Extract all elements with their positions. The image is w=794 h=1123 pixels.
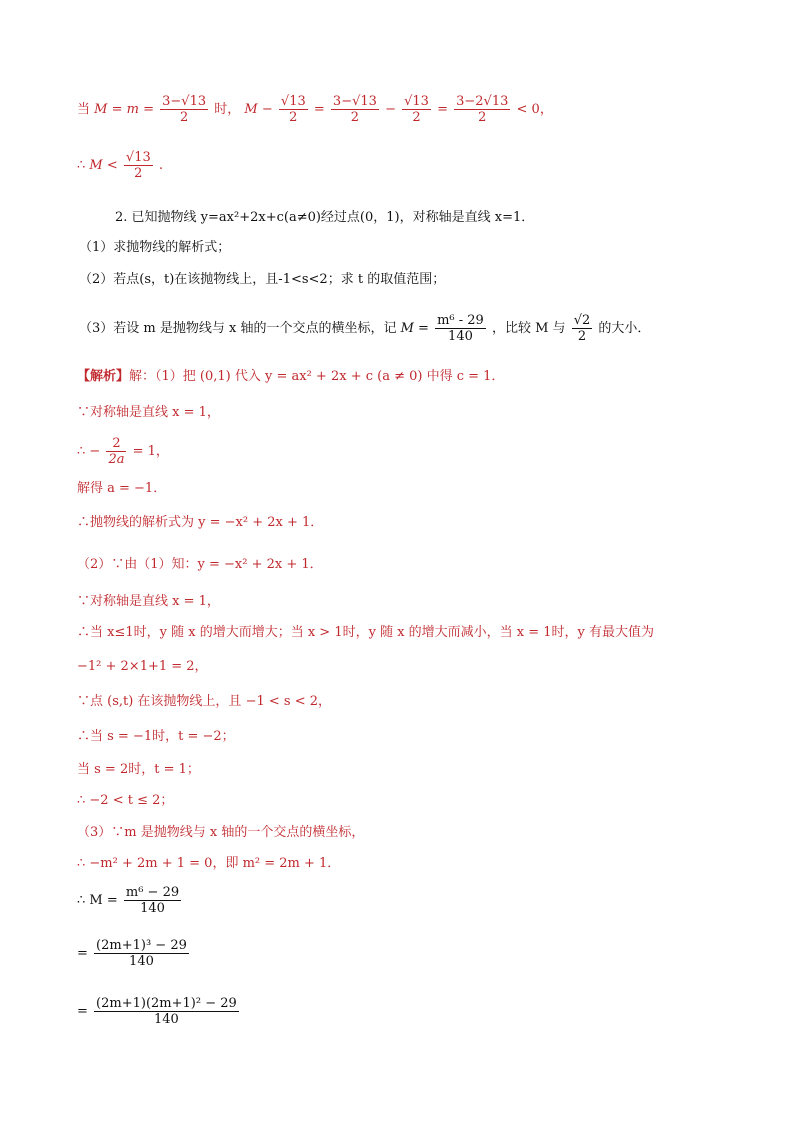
solution-s2: ∵对称轴是直线 x = 1， (77, 405, 220, 420)
fraction-5: $\frac{3-2√13}{2}$ (456, 94, 509, 125)
fraction-3: $\frac{3-√13}{2}$ (332, 94, 377, 125)
solution-s14: （3）∵m 是抛物线与 x 轴的一个交点的横坐标， (77, 825, 365, 840)
expr-m-less: M < (89, 158, 118, 173)
fraction-4: $\frac{√13}{2}$ (404, 94, 429, 125)
solution-s8: ∴当 x≤1时，y 随 x 的增大而增大；当 x > 1时，y 随 x 的增大而减小，当 x = 1时，y 有最大值为 (77, 625, 655, 640)
q3-fraction-m6: $\frac{\text{m⁶ - 29}}{140}$ (437, 313, 484, 344)
problem-title: 2. 已知抛物线 y=ax²+2x+c(a≠0)经过点(0，1)，对称轴是直线 x=1． (115, 210, 535, 225)
solution-s4: 解得 a = −1． (77, 481, 167, 496)
s17-prefix: = (77, 946, 88, 961)
text-period: . (158, 158, 164, 173)
solution-s7: ∵对称轴是直线 x = 1， (77, 594, 220, 609)
s16-prefix: ∴ M = (77, 893, 118, 908)
solution-s11: ∴当 s = −1时，t = −2； (77, 729, 235, 744)
solution-s15: ∴ −m² + 2m + 1 = 0，即 m² = 2m + 1． (77, 856, 341, 871)
s3-fraction: $\frac{2}{2a}$ (108, 436, 125, 467)
solution-s16 (77, 885, 183, 916)
equals-2: = (437, 102, 448, 117)
expr-m-eq: M = m = (94, 102, 154, 117)
fraction-1: $\frac{3-√13}{2}$ (162, 94, 207, 125)
solution-s5: ∴抛物线的解析式为 y = −x² + 2x + 1． (77, 515, 324, 530)
q3-m-eq: M = (400, 321, 429, 336)
solution-s10: ∵点 (s,t) 在该抛物线上，且 −1 < s < 2， (77, 694, 331, 709)
solution-s13: ∴ −2 < t ≤ 2； (77, 793, 174, 808)
solution-s9: −1² + 2×1+1 = 2， (77, 659, 208, 674)
s3-prefix: ∴ − (77, 444, 101, 459)
equals-1: = (313, 102, 325, 117)
minus-sign: − (385, 102, 396, 117)
solution-s17 (77, 938, 191, 969)
s18-fraction: $\frac{\text{(2m+1)(2m+1)² − 29}}{140}$ (96, 996, 237, 1027)
s17-fraction: $\frac{\text{(2m+1)³ − 29}}{140}$ (96, 938, 187, 969)
question-1: （1）求抛物线的解析式； (79, 240, 231, 255)
line-therefore-m-less (77, 150, 163, 181)
solution-s1: 解：（1）把 (0,1) 代入 y = ax² + 2x + c (a ≠ 0) 中得 c = 1． (129, 369, 505, 384)
text-prefix: 当 (77, 102, 91, 117)
question-2: （2）若点(s，t)在该抛物线上，且-1<s<2；求 t 的取值范围； (79, 272, 446, 287)
s16-fraction: $\frac{\text{m⁶ − 29}}{140}$ (125, 885, 180, 916)
q3-prefix: （3）若设 m 是抛物线与 x 轴的一个交点的横坐标，记 (79, 321, 397, 336)
line-when-m-equals (77, 94, 553, 125)
fraction-2: $\frac{√13}{2}$ (280, 94, 306, 125)
expr-m-minus: M − (244, 102, 273, 117)
solution-s18 (77, 996, 241, 1027)
text-tail: < 0， (516, 102, 553, 117)
question-3 (79, 313, 650, 344)
solution-s12: 当 s = 2时，t = 1； (77, 762, 200, 777)
q3-middle: ，比较 M 与 (491, 321, 566, 336)
q3-fraction-sqrt2: $\frac{√2}{2}$ (573, 313, 591, 344)
therefore-symbol: ∴ (77, 158, 86, 173)
q3-tail: 的大小． (598, 321, 651, 336)
s3-tail: = 1， (132, 444, 169, 459)
analysis-tag: 【解析】 (77, 369, 130, 384)
solution-s3 (77, 436, 169, 467)
text-shi: 时， (214, 102, 241, 117)
fraction-sqrt13-over-2: $\frac{√13}{2}$ (125, 150, 151, 181)
s18-prefix: = (77, 1004, 88, 1019)
solution-part1-line (77, 369, 504, 385)
solution-s6: （2）∵由（1）知：y = −x² + 2x + 1． (77, 557, 323, 572)
